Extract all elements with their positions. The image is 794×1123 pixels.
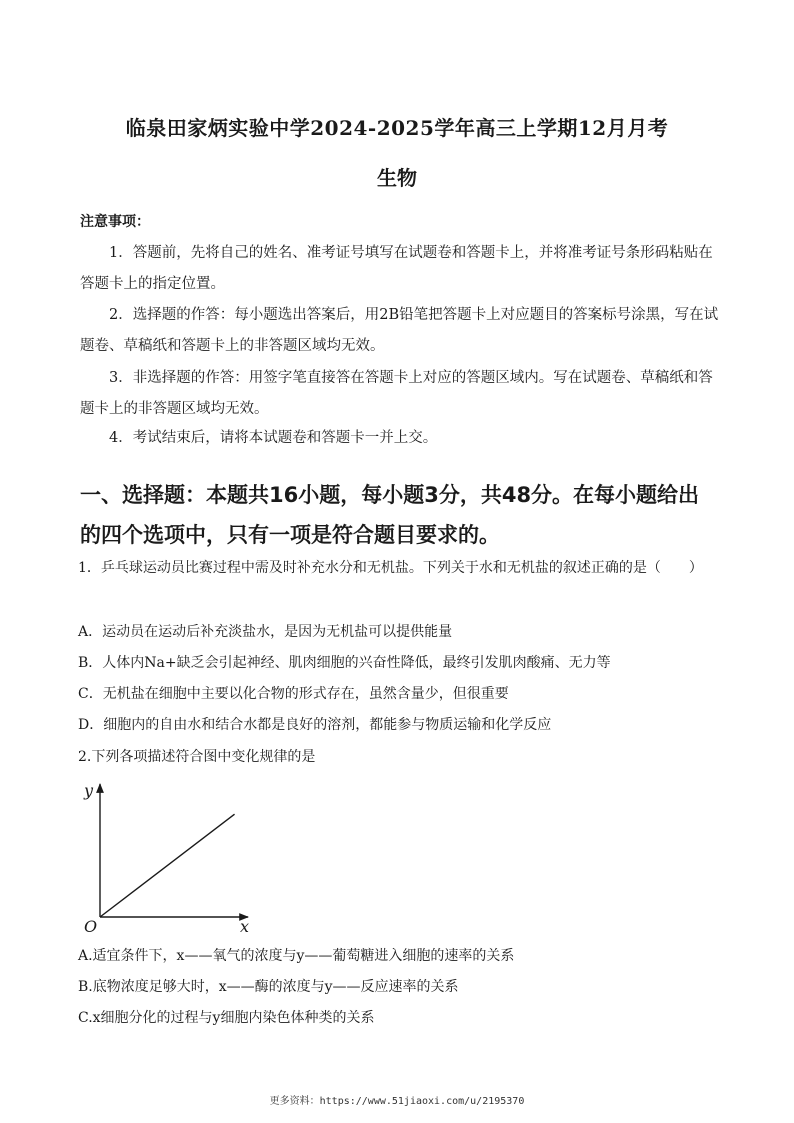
line-graph xyxy=(70,772,270,942)
notice-item-2: 2．选择题的作答：每小题选出答案后，用2B铅笔把答题卡上对应题目的答案标号涂黑，写在试题卷、草稿纸和答题卡上的非答题区域均无效。 xyxy=(80,307,719,354)
notice-item-3: 3．非选择题的作答：用签字笔直接答在答题卡上对应的答题区域内。写在试题卷、草稿纸和答题卡上的非答题区域均无效。 xyxy=(80,370,713,417)
notice-item-4: 4．考试结束后，请将本试题卷和答题卡一并上交。 xyxy=(109,430,438,446)
question-2-option-c: C.x细胞分化的过程与y细胞内染色体种类的关系 xyxy=(78,1010,375,1026)
question-2-stem: 2.下列各项描述符合图中变化规律的是 xyxy=(78,749,316,765)
question-2-option-a: A.适宜条件下，x——氧气的浓度与y——葡萄糖进入细胞的速率的关系 xyxy=(78,948,515,964)
data-line xyxy=(100,814,235,917)
origin-label: O xyxy=(84,917,98,936)
question-1-stem: 1．乒乓球运动员比赛过程中需及时补充水分和无机盐。下列关于水和无机盐的叙述正确的是（ ） xyxy=(78,560,703,576)
y-axis-label: y xyxy=(84,781,94,800)
footer-link[interactable]: 更多资料：https://www.51jiaoxi.com/u/2195370 xyxy=(269,1096,525,1107)
question-1-option-c: C．无机盐在细胞中主要以化合物的形式存在，虽然含量少，但很重要 xyxy=(78,686,509,702)
exam-title: 临泉田家炳实验中学2024-2025学年高三上学期12月月考 xyxy=(125,116,669,140)
notice-heading: 注意事项： xyxy=(80,214,150,230)
notice-item-1: 1．答题前，先将自己的姓名、准考证号填写在试题卷和答题卡上，并将准考证号条形码粘贴在答题卡上的指定位置。 xyxy=(80,245,713,292)
question-1-option-a: A．运动员在运动后补充淡盐水，是因为无机盐可以提供能量 xyxy=(78,624,453,640)
subject-title: 生物 xyxy=(377,166,417,190)
x-axis-label: x xyxy=(240,917,250,936)
question-1-option-b: B．人体内Na+缺乏会引起神经、肌肉细胞的兴奋性降低，最终引发肌肉酸痛、无力等 xyxy=(78,655,611,671)
question-2-option-b: B.底物浓度足够大时，x——酶的浓度与y——反应速率的关系 xyxy=(78,979,459,995)
question-1-option-d: D．细胞内的自由水和结合水都是良好的溶剂，都能参与物质运输和化学反应 xyxy=(78,717,552,733)
section-heading: 一、选择题：本题共16小题，每小题3分，共48分。在每小题给出的四个选项中，只有一项是符合题目要求的。 xyxy=(80,483,700,547)
